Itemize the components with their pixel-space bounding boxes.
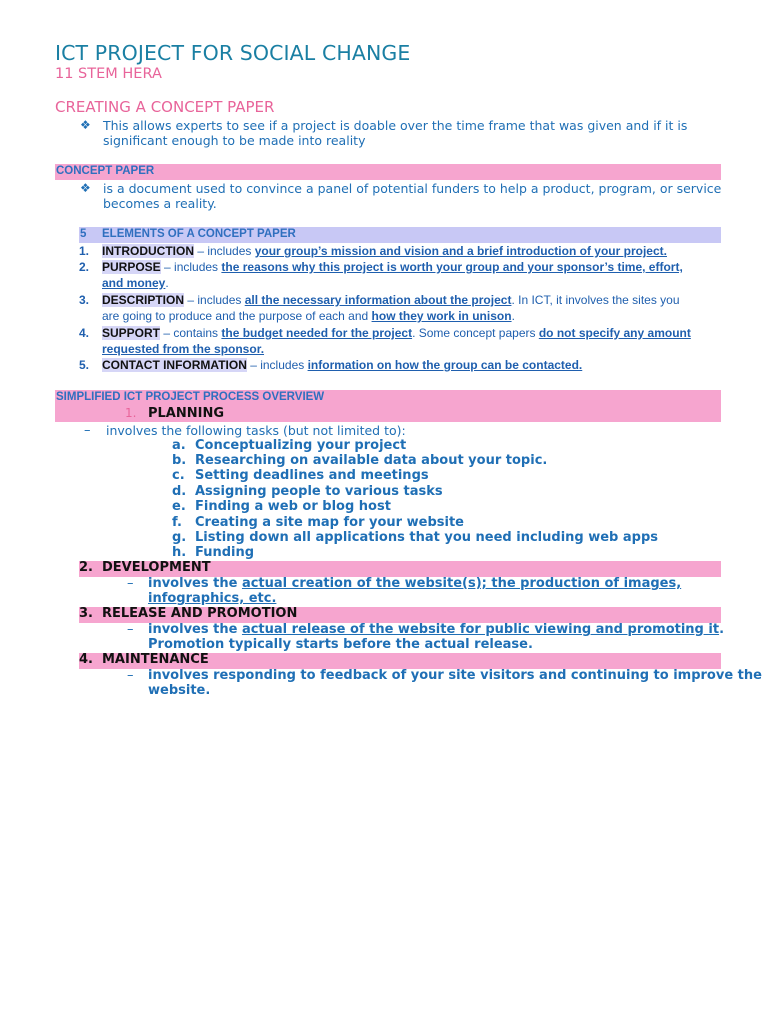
planning-number: 1. [125,406,137,420]
element-connector: – includes [194,244,255,258]
element-underlined-text: requested from the sponsor. [102,342,265,356]
description-underlined: actual release of the website for public viewing and promoting it [241,622,720,637]
element-3-number: 3. [79,293,90,307]
elements-number: 5 [80,228,87,240]
document-subtitle: 11 STEM HERA [55,66,162,82]
task-item: Creating a site map for your website [195,515,464,530]
dash-bullet-icon: – [127,576,134,591]
element-5-number: 5. [79,358,90,372]
intro-bullet-line1: This allows experts to see if a project is doable over the time frame that was given and if it is [103,118,688,133]
description-text: involves the [148,576,242,591]
task-item: Setting deadlines and meetings [195,468,429,483]
element-connector: – includes [246,358,308,372]
development-number: 2. [79,560,93,575]
document-title: ICT PROJECT FOR SOCIAL CHANGE [55,41,411,65]
dash-bullet-icon: – [127,622,134,637]
element-2-number: 2. [79,260,90,274]
release-description [148,622,724,637]
element-rest-text: . In ICT, it involves the sites you [511,293,680,307]
task-item: Conceptualizing your project [195,438,407,453]
element-underlined-text: your group’s mission and vision and a brief introduction of your project. [254,244,667,258]
element-underlined-text: information on how the group can be contacted. [307,358,583,372]
dash-bullet-icon: – [84,423,91,438]
element-purpose [102,260,683,274]
description-text: involves the [148,622,242,637]
elements-heading: ELEMENTS OF A CONCEPT PAPER [102,228,296,240]
task-item: Funding [195,545,255,560]
process-heading: SIMPLIFIED ICT PROJECT PROCESS OVERVIEW [56,391,325,403]
element-keyword: DESCRIPTION [102,293,185,307]
task-letter: e. [172,499,186,514]
element-support [102,326,691,340]
task-letter: h. [172,545,187,560]
element-description-line2 [102,309,515,323]
element-underlined-text: the budget needed for the project [221,326,413,340]
development-label: DEVELOPMENT [102,560,211,575]
description-underlined: actual creation of the website(s); the production of images, [241,576,682,591]
task-item: Researching on available data about your topic. [195,453,548,468]
element-1-number: 1. [79,244,90,258]
task-letter: c. [172,468,185,483]
intro-bullet-line2: significant enough to be made into reality [103,133,366,148]
element-underlined-text: how they work in unison [371,309,512,323]
concept-paper-line1: is a document used to convince a panel of potential funders to help a product, program, or service [103,181,722,196]
element-rest-text: . [511,309,515,323]
section-heading: CREATING A CONCEPT PAPER [55,98,275,116]
element-underlined-text: the reasons why this project is worth your group and your sponsor’s time, effort, [221,260,683,274]
task-letter: g. [172,530,187,545]
element-connector: – contains [160,326,222,340]
task-letter: f. [172,515,182,530]
element-underlined-text: do not specify any amount [538,326,691,340]
task-item: Finding a web or blog host [195,499,391,514]
diamond-bullet-icon: ❖ [80,181,91,195]
element-underlined-text: all the necessary information about the project [244,293,512,307]
element-connector: – includes [160,260,222,274]
development-description-line2: infographics, etc. [148,591,277,606]
element-contact-information [102,358,582,372]
release-description-line2: Promotion typically starts before the actual release. [148,637,533,652]
development-description [148,576,681,591]
concept-paper-line2: becomes a reality. [103,196,217,211]
element-underlined-text: and money [102,276,166,290]
planning-description: involves the following tasks (but not limited to): [106,423,406,438]
element-rest-text: . [165,276,169,290]
concept-paper-heading: CONCEPT PAPER [56,165,155,177]
dash-bullet-icon: – [127,668,134,683]
maintenance-number: 4. [79,652,93,667]
element-description [102,293,680,307]
release-label: RELEASE AND PROMOTION [102,606,298,621]
task-item: Assigning people to various tasks [195,484,443,499]
element-connector: – includes [184,293,245,307]
element-support-line2 [102,342,264,356]
maintenance-description: involves responding to feedback of your site visitors and continuing to improve the [148,668,762,683]
description-text: . [719,622,725,637]
diamond-bullet-icon: ❖ [80,118,91,132]
element-4-number: 4. [79,326,90,340]
element-keyword: SUPPORT [102,326,161,340]
element-keyword: INTRODUCTION [102,244,194,258]
task-letter: d. [172,484,187,499]
element-rest-text: . Some concept papers [412,326,539,340]
element-keyword: PURPOSE [102,260,161,274]
element-purpose-line2 [102,276,169,290]
element-plain-text: are going to produce and the purpose of each and [102,309,372,323]
planning-label: PLANNING [148,406,225,421]
task-letter: a. [172,438,186,453]
concept-paper-highlight [55,164,721,180]
task-item: Listing down all applications that you need including web apps [195,530,659,545]
element-introduction [102,244,667,258]
element-keyword: CONTACT INFORMATION [102,358,247,372]
maintenance-description-line2: website. [148,683,211,698]
task-letter: b. [172,453,187,468]
release-number: 3. [79,606,93,621]
maintenance-label: MAINTENANCE [102,652,209,667]
